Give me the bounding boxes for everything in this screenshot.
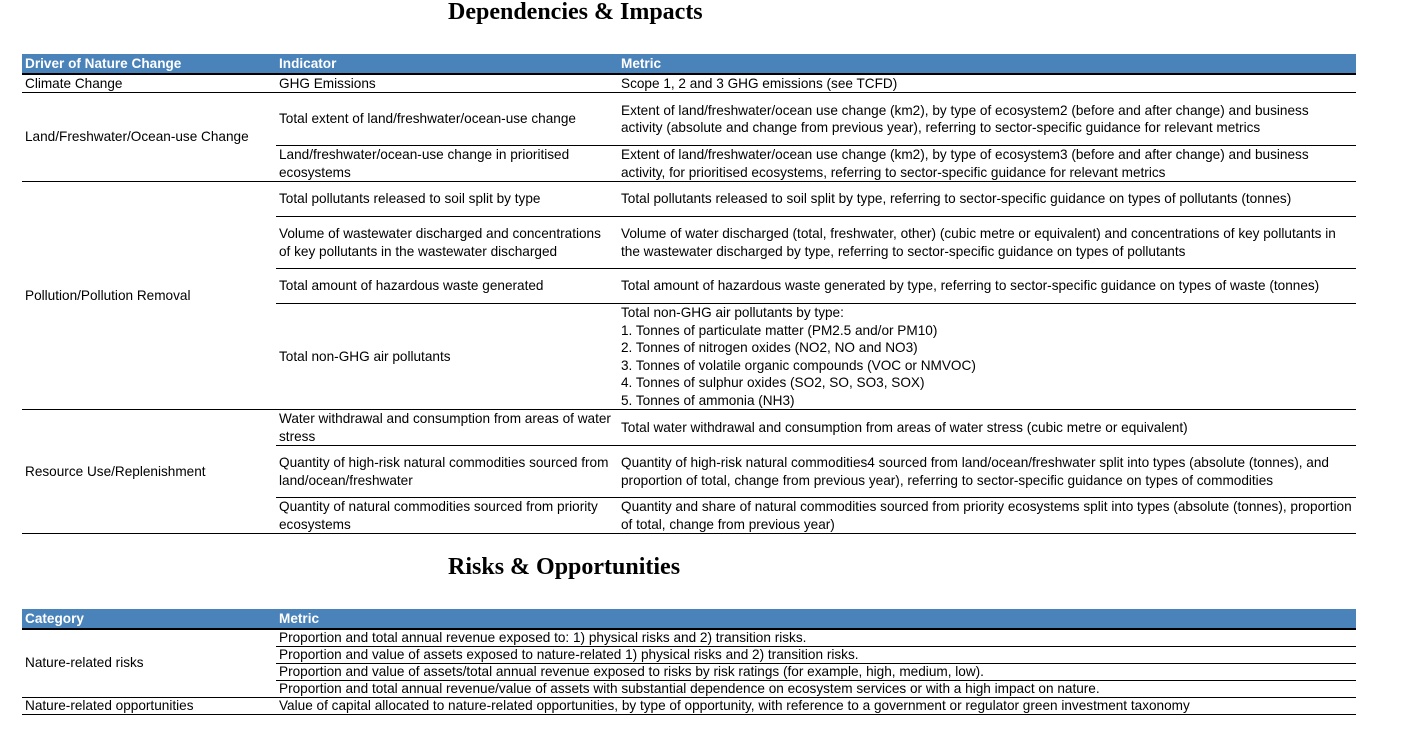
- header-indicator: Indicator: [276, 54, 618, 74]
- table-row: [22, 93, 1356, 146]
- table-row: [22, 74, 1356, 93]
- metric-cell: Total non-GHG air pollutants by type: 1. Tonnes of particulate matter (PM2.5 and/or PM10) 2. Tonnes of nitrogen oxides (NO2, NO and NO3) 3. Tonnes of volatile organic compounds (VOC or NMVOC) 4. Tonnes of sulphur oxides (SO2, SO, SO3, SOX) 5. Tonnes of ammonia (NH3): [618, 304, 1356, 410]
- risks-opportunities-title: Risks & Opportunities: [448, 554, 681, 580]
- driver-cell: Land/Freshwater/Ocean-use Change: [22, 93, 276, 182]
- metric-cell: Extent of land/freshwater/ocean use change (km2), by type of ecosystem3 (before and after change) and business activity, for prioritised ecosystems, referring to sector-specific guidance for relevant metrics: [618, 146, 1356, 182]
- header-metric: Metric: [618, 54, 1356, 74]
- metric-cell: Value of capital allocated to nature-related opportunities, by type of opportunity, with reference to a government or regulator green investment taxonomy: [276, 697, 1356, 714]
- metric-cell: Total water withdrawal and consumption from areas of water stress (cubic metre or equivalent): [618, 410, 1356, 446]
- risks-opportunities-table: [22, 609, 1356, 715]
- indicator-cell: Quantity of high-risk natural commodities sourced from land/ocean/freshwater: [276, 446, 618, 498]
- metric-cell: Proportion and value of assets exposed to nature-related 1) physical risks and 2) transition risks.: [276, 646, 1356, 663]
- metric-cell: Total pollutants released to soil split by type, referring to sector-specific guidance on types of pollutants (tonnes): [618, 182, 1356, 217]
- driver-cell: Resource Use/Replenishment: [22, 410, 276, 534]
- table-row: [22, 697, 1356, 714]
- table-row: [22, 410, 1356, 446]
- table-row: [22, 182, 1356, 217]
- indicator-cell: Quantity of natural commodities sourced from priority ecosystems: [276, 498, 618, 534]
- header-category: Category: [22, 609, 276, 629]
- metric-cell: Extent of land/freshwater/ocean use change (km2), by type of ecosystem2 (before and after change) and business activity (absolute and change from previous year), referring to sector-specific guidance for relevant metrics: [618, 93, 1356, 146]
- indicator-cell: Total non-GHG air pollutants: [276, 304, 618, 410]
- indicator-cell: Land/freshwater/ocean-use change in prioritised ecosystems: [276, 146, 618, 182]
- dependencies-impacts-title: Dependencies & Impacts: [448, 0, 703, 25]
- driver-cell: Pollution/Pollution Removal: [22, 182, 276, 410]
- indicator-cell: Total extent of land/freshwater/ocean-use change: [276, 93, 618, 146]
- indicator-cell: Volume of wastewater discharged and concentrations of key pollutants in the wastewater discharged: [276, 217, 618, 269]
- metric-cell: Quantity of high-risk natural commodities4 sourced from land/ocean/freshwater split into types (absolute (tonnes), and proportion of total, change from previous year), referring to sector-specific guidance on types of commodities: [618, 446, 1356, 498]
- header-driver: Driver of Nature Change: [22, 54, 276, 74]
- table-row: [22, 629, 1356, 647]
- metric-cell: Volume of water discharged (total, freshwater, other) (cubic metre or equivalent) and concentrations of key pollutants in the wastewater discharged by type, referring to sector-specific guidance on types of pollutants: [618, 217, 1356, 269]
- metric-cell: Total amount of hazardous waste generated by type, referring to sector-specific guidance on types of waste (tonnes): [618, 269, 1356, 304]
- metric-cell: Scope 1, 2 and 3 GHG emissions (see TCFD): [618, 74, 1356, 93]
- category-cell: Nature-related risks: [22, 629, 276, 698]
- indicator-cell: Total amount of hazardous waste generated: [276, 269, 618, 304]
- table-header-row: [22, 54, 1356, 74]
- driver-cell: Climate Change: [22, 74, 276, 93]
- category-cell: Nature-related opportunities: [22, 697, 276, 714]
- metric-cell: Proportion and total annual revenue/value of assets with substantial dependence on ecosystem services or with a high impact on nature.: [276, 680, 1356, 697]
- metric-cell: Proportion and value of assets/total annual revenue exposed to risks by risk ratings (for example, high, medium, low).: [276, 663, 1356, 680]
- header-metric: Metric: [276, 609, 1356, 629]
- indicator-cell: Total pollutants released to soil split by type: [276, 182, 618, 217]
- metric-cell: Quantity and share of natural commodities sourced from priority ecosystems split into types (absolute (tonnes), proportion of total, change from previous year): [618, 498, 1356, 534]
- indicator-cell: Water withdrawal and consumption from areas of water stress: [276, 410, 618, 446]
- metric-cell: Proportion and total annual revenue exposed to: 1) physical risks and 2) transition risks.: [276, 629, 1356, 647]
- indicator-cell: GHG Emissions: [276, 74, 618, 93]
- dependencies-impacts-table: [22, 54, 1356, 534]
- table-header-row: [22, 609, 1356, 629]
